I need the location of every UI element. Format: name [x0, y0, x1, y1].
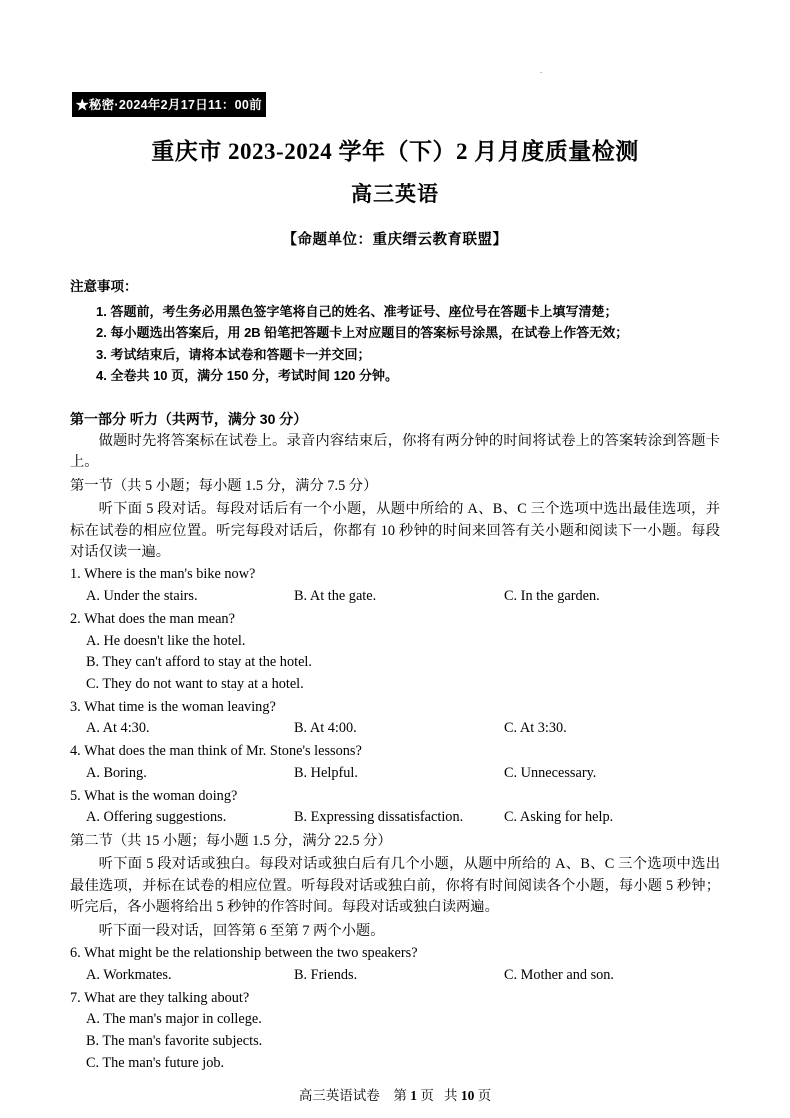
section-two-heading: 第二节（共 15 小题；每小题 1.5 分，满分 22.5 分） — [70, 833, 392, 849]
footer-total-number: 10 — [460, 1088, 475, 1103]
question-number: 1. — [70, 566, 81, 583]
notice-item: 1. 答题前，考生务必用黑色签字笔将自己的姓名、准考证号、座位号在答题卡上填写清楚； — [96, 304, 618, 319]
notice-item: 4. 全卷共 10 页，满分 150 分，考试时间 120 分钟。 — [96, 368, 398, 384]
option-a[interactable]: A. Boring. — [86, 764, 147, 781]
question-stem — [70, 741, 720, 763]
question-text: What are they talking about? — [84, 989, 250, 1006]
footer-total-unit: 页 — [477, 1088, 492, 1103]
question-stem — [70, 609, 720, 631]
question-stem — [70, 697, 720, 719]
option-a[interactable]: A. He doesn't like the hotel. — [86, 632, 246, 649]
option-a[interactable]: A. Workmates. — [86, 966, 172, 983]
footer-page-unit: 页 — [420, 1088, 434, 1103]
question-number: 2. — [70, 610, 81, 627]
option-c[interactable]: C. In the garden. — [504, 588, 600, 605]
option-row — [70, 807, 720, 829]
section-two-lead: 听下面一段对话，回答第 6 至第 7 两个小题。 — [98, 922, 385, 939]
option-b[interactable]: B. At 4:00. — [294, 720, 357, 737]
question-number: 6. — [70, 945, 81, 962]
option-c[interactable]: C. Asking for help. — [504, 809, 614, 826]
footer-page-number: 1 — [410, 1088, 417, 1103]
footer-page-word: 第 — [393, 1088, 407, 1103]
option-b[interactable]: B. Expressing dissatisfaction. — [294, 809, 464, 826]
option-c[interactable]: C. At 3:30. — [504, 720, 567, 737]
option-b[interactable]: B. Friends. — [294, 966, 358, 983]
question-stem — [70, 564, 720, 586]
option-b[interactable]: B. They can't afford to stay at the hotel. — [86, 654, 312, 671]
section-one-intro: 听下面 5 段对话。每段对话后有一个小题，从题中所给的 A、B、C 三个选项中选出最佳选项，并标在试卷的相应位置。听完每段对话后，你都有 10 秒钟的时间来回答有关小题和阅读下一小题。每段对话仅读一遍。 — [70, 501, 720, 560]
section-two-intro: 听下面 5 段对话或独白。每段对话或独白后有几个小题，从题中所给的 A、B、C 三个选项中选出最佳选项，并标在试卷的相应位置。听每段对话或独白前，你将有时间阅读各个小题，每小题 5 秒钟；听完后，各小题将给出 5 秒钟的作答时间。每段对话或独白读两遍。 — [70, 856, 720, 916]
question-text: What does the man think of Mr. Stone's lessons? — [84, 743, 362, 760]
notice-list — [70, 301, 720, 387]
option-row — [70, 763, 720, 785]
option-c[interactable]: C. They do not want to stay at a hotel. — [86, 675, 304, 692]
page-title: 重庆市 2023-2024 学年（下）2 月月度质量检测 — [151, 139, 639, 164]
question-text: Where is the man's bike now? — [84, 566, 256, 583]
option-block — [70, 631, 720, 696]
option-c[interactable]: C. Mother and son. — [504, 966, 614, 983]
question-stem — [70, 943, 720, 965]
part-one-intro: 做题时先将答案标在试卷上。录音内容结束后，你将有两分钟的时间将试卷上的答案转涂到答题卡上。 — [70, 432, 720, 471]
question-stem — [70, 786, 720, 808]
subject-title: 高三英语 — [351, 182, 439, 206]
option-row — [70, 718, 720, 740]
question-number: 5. — [70, 787, 81, 804]
option-c[interactable]: C. The man's future job. — [86, 1054, 225, 1071]
option-b[interactable]: B. Helpful. — [294, 764, 358, 781]
option-c[interactable]: C. Unnecessary. — [504, 764, 597, 781]
option-row — [70, 586, 720, 608]
option-a[interactable]: A. Offering suggestions. — [86, 809, 227, 826]
page-footer — [0, 1084, 790, 1104]
option-a[interactable]: A. Under the stairs. — [86, 588, 198, 605]
page-margin-dot: . — [540, 65, 543, 75]
footer-label: 高三英语试卷 — [298, 1088, 380, 1103]
authoring-unit: 【命题单位：重庆缙云教育联盟】 — [282, 232, 508, 248]
question-number: 4. — [70, 743, 81, 760]
part-one-heading: 第一部分 听力（共两节，满分 30 分） — [70, 410, 308, 427]
option-b[interactable]: B. The man's favorite subjects. — [86, 1033, 263, 1050]
question-text: What might be the relationship between the two speakers? — [84, 945, 418, 962]
option-a[interactable]: A. At 4:30. — [86, 720, 150, 737]
notice-item: 2. 每小题选出答案后，用 2B 铅笔把答题卡上对应题目的答案标号涂黑，在试卷上作答无效； — [96, 325, 629, 341]
question-text: What is the woman doing? — [84, 787, 238, 804]
notice-heading: 注意事项： — [70, 279, 138, 294]
question-number: 3. — [70, 698, 81, 715]
option-a[interactable]: A. The man's major in college. — [86, 1011, 262, 1028]
option-b[interactable]: B. At the gate. — [294, 588, 377, 605]
section-one-heading: 第一节（共 5 小题；每小题 1.5 分，满分 7.5 分） — [70, 477, 378, 494]
question-text: What time is the woman leaving? — [84, 698, 276, 715]
question-number: 7. — [70, 989, 81, 1006]
footer-total-word: 共 — [443, 1088, 458, 1103]
question-text: What does the man mean? — [84, 610, 235, 627]
secret-stamp: ★秘密·2024年2月17日11：00前 — [72, 92, 266, 117]
notice-item: 3. 考试结束后，请将本试卷和答题卡一并交回； — [96, 346, 371, 362]
option-row — [70, 965, 720, 987]
question-stem — [70, 988, 720, 1010]
option-block — [70, 1009, 720, 1074]
